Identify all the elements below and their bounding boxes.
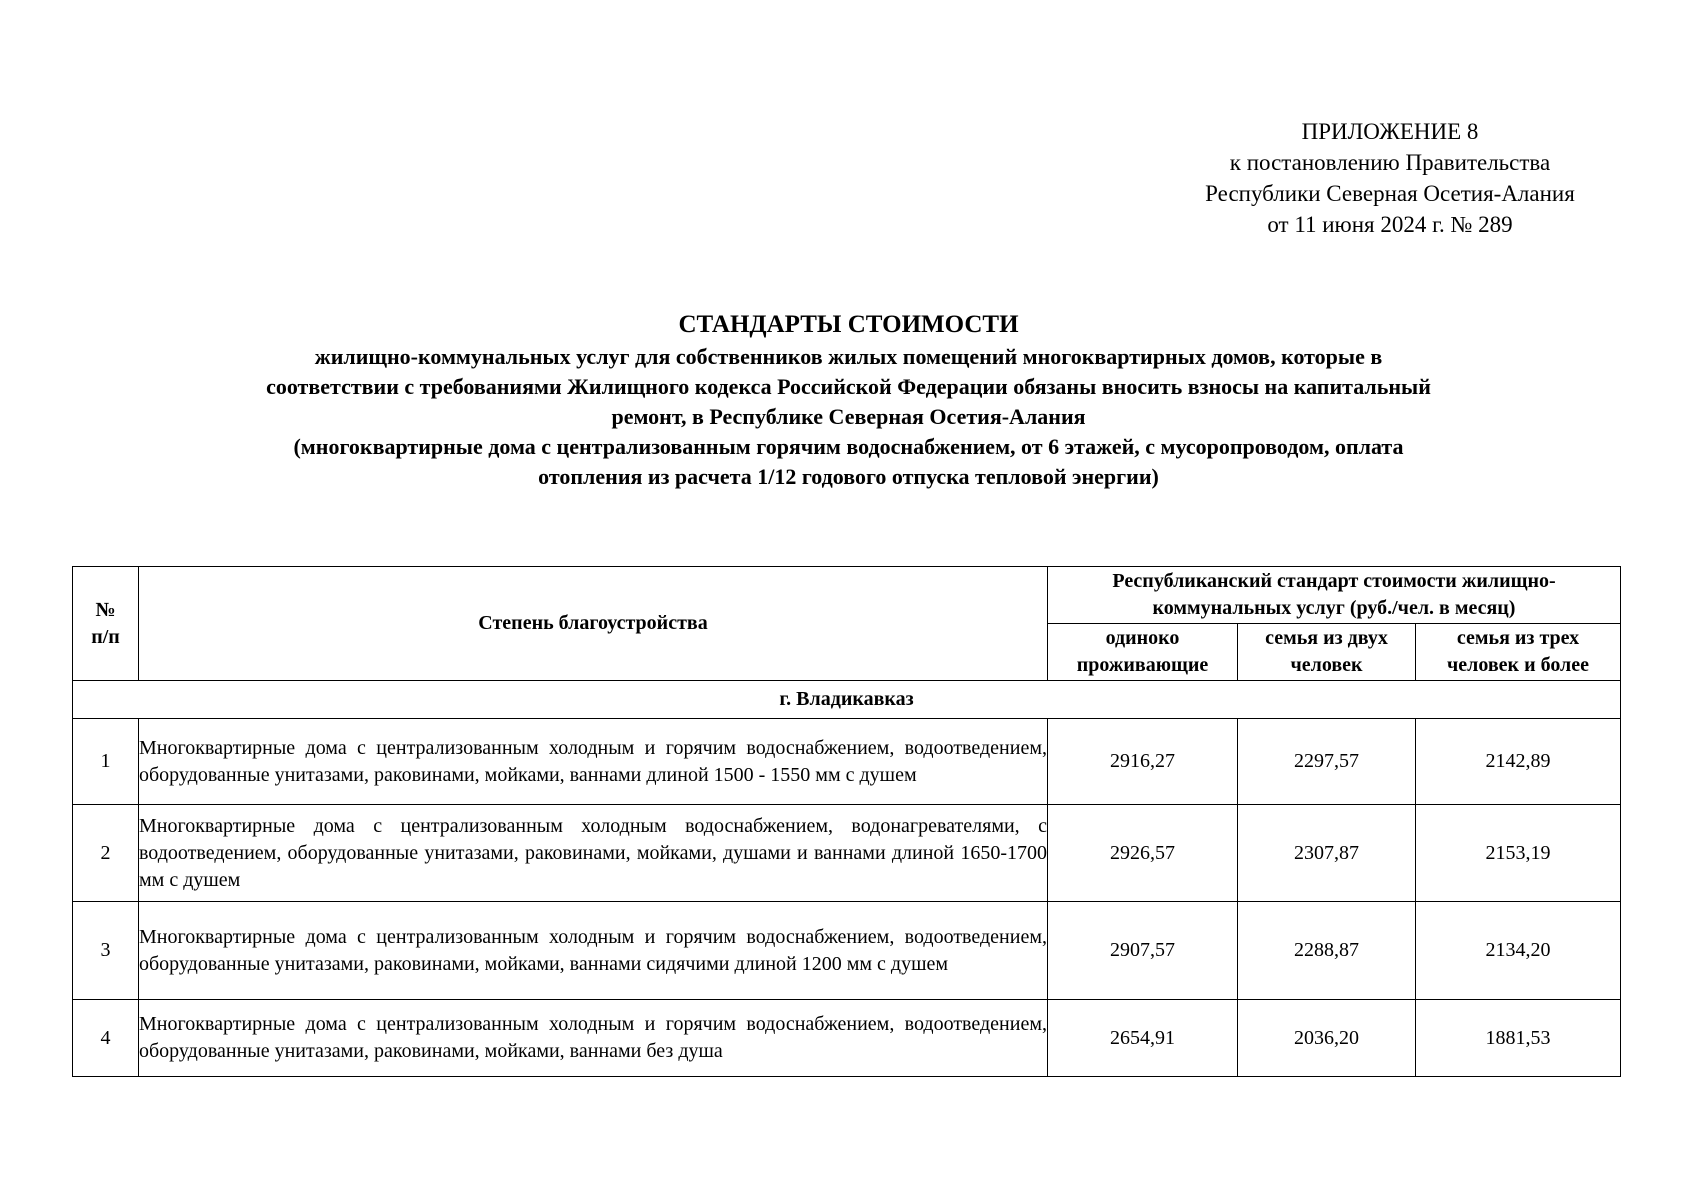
title-line-4: (многоквартирные дома с централизованным горячим водоснабжением, от 6 этажей, с мусоропроводом, оплата xyxy=(293,434,1404,459)
header-three xyxy=(1416,624,1621,681)
value-two: 2288,87 xyxy=(1238,902,1416,1000)
appendix-reference: к постановлению Правительства xyxy=(1229,150,1551,175)
value-three: 2134,20 xyxy=(1416,902,1621,1000)
header-number-line1: № xyxy=(95,598,116,621)
value-two: 2036,20 xyxy=(1238,1000,1416,1077)
header-three-line1: семья из трех xyxy=(1456,627,1580,649)
appendix-government: Республики Северная Осетия-Алания xyxy=(1205,181,1575,206)
table-row xyxy=(73,719,1621,805)
header-single-line1: одиноко xyxy=(1105,627,1180,649)
title-line-5: отопления из расчета 1/12 годового отпуска тепловой энергии) xyxy=(538,464,1159,489)
row-number: 3 xyxy=(73,902,139,1000)
row-number: 2 xyxy=(73,805,139,902)
region-label: г. Владикавказ xyxy=(73,681,1621,719)
value-three: 2153,19 xyxy=(1416,805,1621,902)
header-single xyxy=(1048,624,1238,681)
header-number xyxy=(73,567,139,681)
header-number-line2: п/п xyxy=(91,625,120,648)
header-three-line2: человек и более xyxy=(1446,654,1590,676)
header-two-line1: семья из двух xyxy=(1265,627,1388,649)
row-number: 4 xyxy=(73,1000,139,1077)
value-single: 2654,91 xyxy=(1048,1000,1238,1077)
row-number: 1 xyxy=(73,719,139,805)
table-row xyxy=(73,902,1621,1000)
region-row xyxy=(73,681,1621,719)
title-line-2: соответствии с требованиями Жилищного кодекса Российской Федерации обязаны вносить взносы на капитальный xyxy=(266,374,1431,399)
table-row xyxy=(73,1000,1621,1077)
header-standard-line2: коммунальных услуг (руб./чел. в месяц) xyxy=(1152,597,1516,619)
row-description: Многоквартирные дома с централизованным холодным водоснабжением, водонагревателями, с водоотведением, оборудованные унитазами, раковинами, мойками, душами и ваннами длиной 1650-1700 мм с душем xyxy=(139,805,1048,902)
title-line-3: ремонт, в Республике Северная Осетия-Алания xyxy=(611,404,1086,429)
value-three: 2142,89 xyxy=(1416,719,1621,805)
appendix-date: от 11 июня 2024 г. № 289 xyxy=(1267,212,1513,237)
row-description: Многоквартирные дома с централизованным холодным и горячим водоснабжением, водоотведением, оборудованные унитазами, раковинами, мойками, ваннами длиной 1500 - 1550 мм с душем xyxy=(139,719,1048,805)
header-degree: Степень благоустройства xyxy=(139,567,1048,681)
value-single: 2907,57 xyxy=(1048,902,1238,1000)
header-two xyxy=(1238,624,1416,681)
header-two-line2: человек xyxy=(1290,654,1363,676)
value-single: 2926,57 xyxy=(1048,805,1238,902)
header-single-line2: проживающие xyxy=(1076,654,1209,676)
value-two: 2307,87 xyxy=(1238,805,1416,902)
row-description: Многоквартирные дома с централизованным холодным и горячим водоснабжением, водоотведением, оборудованные унитазами, раковинами, мойками, ваннами сидячими длиной 1200 мм с душем xyxy=(139,902,1048,1000)
appendix-header xyxy=(1150,116,1630,240)
title-line-1: жилищно-коммунальных услуг для собственников жилых помещений многоквартирных домов, которые в xyxy=(314,344,1383,369)
value-single: 2916,27 xyxy=(1048,719,1238,805)
value-two: 2297,57 xyxy=(1238,719,1416,805)
document-title xyxy=(70,308,1627,492)
header-standard xyxy=(1048,567,1621,624)
standards-table xyxy=(72,566,1621,1077)
title-main: СТАНДАРТЫ СТОИМОСТИ xyxy=(678,311,1019,338)
header-standard-line1: Республиканский стандарт стоимости жилищно- xyxy=(1112,570,1556,592)
appendix-number: ПРИЛОЖЕНИЕ 8 xyxy=(1301,119,1479,144)
table-row xyxy=(73,805,1621,902)
row-description: Многоквартирные дома с централизованным холодным и горячим водоснабжением, водоотведением, оборудованные унитазами, раковинами, мойками, ваннами без душа xyxy=(139,1000,1048,1077)
value-three: 1881,53 xyxy=(1416,1000,1621,1077)
